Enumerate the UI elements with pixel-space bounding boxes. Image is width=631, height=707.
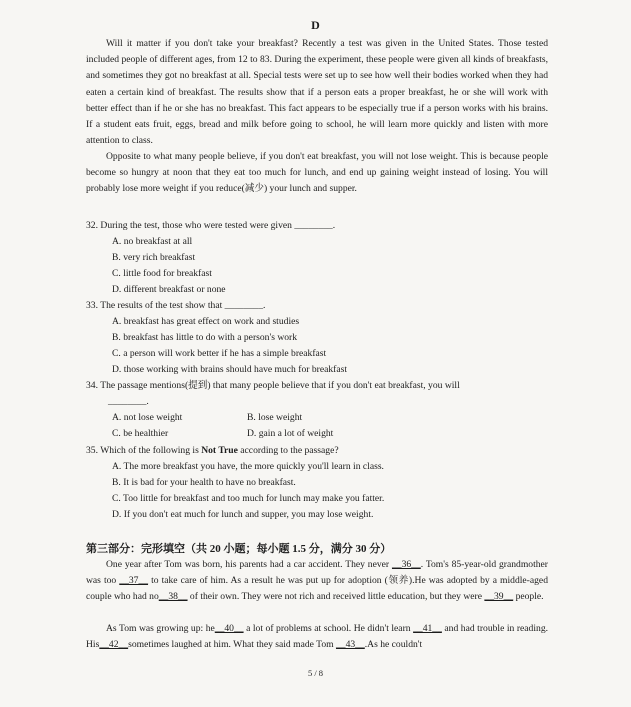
section-3-heading: 第三部分：完形填空（共 20 小题；每小题 1.5 分，满分 30 分）: [86, 543, 392, 555]
question-33-option-a: A. breakfast has great effect on work and studies: [112, 316, 300, 327]
question-34-blank: ________.: [108, 396, 149, 407]
cloze-text: of their own. They were not rich and received little education, but they were: [187, 591, 485, 603]
question-34-stem: 34. The passage mentions(提到) that many people believe that if you don't eat breakfast, you will: [86, 380, 460, 391]
question-35-stem-pre: 35. Which of the following is: [86, 445, 202, 456]
question-35-stem: [86, 444, 339, 458]
question-33-option-d: D. those working with brains should have much for breakfast: [112, 364, 347, 375]
question-34-option-b: B. lose weight: [247, 412, 303, 423]
question-35-option-b: B. It is bad for your health to have no breakfast.: [112, 477, 296, 488]
question-34-option-c: C. be healthier: [112, 428, 169, 439]
question-35-option-a: A. The more breakfast you have, the more quickly you'll learn in class.: [112, 461, 384, 472]
cloze-text: a lot of problems at school. He didn't learn: [243, 623, 414, 634]
cloze-paragraph-2: [86, 621, 548, 653]
question-35-option-c: C. Too little for breakfast and too much for lunch may make you fatter.: [112, 493, 385, 504]
cloze-text: .As he couldn't: [364, 639, 423, 651]
cloze-blank: __40__: [214, 623, 244, 634]
question-34-option-a: A. not lose weight: [112, 412, 183, 423]
cloze-text: . Tom's 85-year-old grandmother was too: [86, 559, 548, 587]
cloze-text: One year after Tom was born, his parents had a car accident. They never: [106, 559, 392, 570]
cloze-blank: __42__: [99, 639, 129, 651]
question-35-option-d: D. If you don't eat much for lunch and supper, you may lose weight.: [112, 509, 374, 520]
cloze-text: and had trouble in reading. His: [86, 623, 549, 651]
cloze-blank: __38__: [158, 591, 188, 603]
page-number: 5 / 8: [307, 668, 324, 678]
question-33-option-b: B. breakfast has little to do with a person's work: [112, 332, 298, 343]
question-32-stem: 32. During the test, those who were tested were given ________.: [86, 220, 336, 231]
passage-paragraph-1: Will it matter if you don't take your breakfast? Recently a test was given in the United States. Those tested included people of different ages, from 12 to 83. During the experiment, these people were given all kinds of breakfasts, and sometimes they got no breakfast at all. Special tests were set up to see how well their bodies worked when they had eaten a certain kind of breakfast. The results show that if a person eats a proper breakfast, he or she will work with better effect than if he or she has no breakfast. This fact appears to be especially true if a person works with his brains. If a student eats fruit, eggs, bread and milk before going to school, he will learn more quickly and listen with more attention to class.: [86, 38, 548, 147]
question-32-option-b: B. very rich breakfast: [112, 252, 196, 263]
passage-heading: D: [311, 18, 320, 32]
cloze-text: sometimes laughed at him. What they said made Tom: [128, 639, 336, 651]
question-33-option-c: C. a person will work better if he has a simple breakfast: [112, 348, 327, 359]
question-32-option-c: C. little food for breakfast: [112, 268, 212, 279]
question-32-option-d: D. different breakfast or none: [112, 284, 226, 295]
cloze-paragraph-1: [86, 557, 548, 606]
cloze-blank: __39__: [484, 591, 514, 603]
question-34-option-d: D. gain a lot of weight: [247, 428, 334, 439]
question-35-stem-post: according to the passage?: [237, 445, 339, 456]
cloze-text: As Tom was growing up: he: [106, 623, 215, 634]
cloze-blank: __37__: [119, 575, 149, 587]
cloze-blank: __36__: [391, 559, 421, 570]
passage-paragraph-2: Opposite to what many people believe, if you don't eat breakfast, you will not lose weight. This is because people become so hungry at noon that they eat too much for lunch, and end up gaining weight instead of losing. You will probably lose more weight if you reduce(减少) your lunch and supper.: [86, 151, 548, 195]
question-35-stem-bold: Not True: [201, 445, 238, 456]
question-33-stem: 33. The results of the test show that ________.: [86, 300, 266, 311]
cloze-blank: __43__: [335, 639, 365, 651]
cloze-text: people.: [513, 591, 544, 603]
cloze-blank: __41__: [413, 623, 442, 634]
question-32-option-a: A. no breakfast at all: [112, 236, 193, 247]
cloze-text: to take care of him. As a result he was put up for adoption (领养).He was adopted by a middle-aged couple who had no: [86, 575, 548, 603]
